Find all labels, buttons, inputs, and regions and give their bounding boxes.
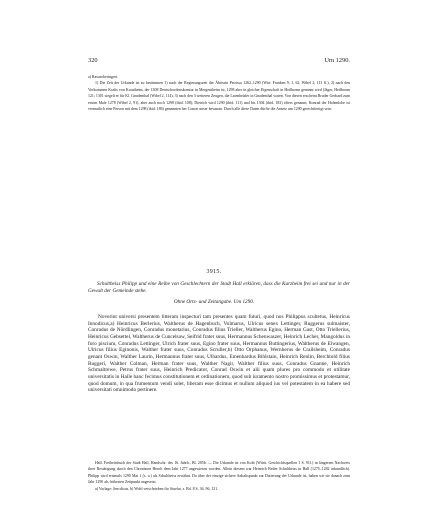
page-number: 320: [88, 57, 98, 64]
source-note: Hall. Freiheitsbuch der Stadt Hall, Handschr. des 16. Jahrh., Bl. 205b. — Die Urkunde ist von Koib (Württ. Geschichtsquellen 1 S. 91f.) in längerem Nachweis ihrer Bestätigung durch den Chronisten Herolt dem Jahr 1277 angewiesen worden. Allein diesem war Heinrich Beiler Schultheiss in Hall (1275–1282 urkundlich). Philipp wird erstmals 1290 Mai 1 (s. u.) als Schultheiss erwähnt. Da über der einzige sichere Anhaltspunkt zur Datierung der Urkunde ist, haben wir sie danach zum Jahr 1290 als frühesten Zeitpunkt angesetzt.: [88, 461, 350, 485]
footnote-rasur: a) Rasuroberingert.: [88, 75, 119, 79]
document-regest: Schultheiss Philipp und eine Reihe von Geschlechtern der Stadt Hall erklären, dass die Kurzheim frei sei und nur in der Gewalt der Gemeinde stehe.: [88, 281, 350, 294]
bottom-notes: [88, 460, 350, 492]
document-number: 3915.: [206, 269, 222, 275]
document-text: Noverint universi presentem litteram inspecturi tam presentes quam futuri, quod nos Philippus scultetus, Heinricus Innodicus,a) Heinricus Berlerius, Waltherus de Hagenbuch, Volmarus, Ulricus senex Lettinger, Ruggerus sulmaister, Conradus de Nördlingen, Conradus monetarius, Conradus filius Trieller, Waltherus Egino, Herman Gast, Otto Triellerius, Heinricus Gebsettel, Waltherus de Cuncelsaw, Seifrid frater suus, Hermannus Schenwaszer, Heinrich Lecher, Mangoldus in foro piscium, Conradus Lettinger, Ulrich frater suus, Egino frater suus, Hermannus Buttingerius, Waltherus de Elwangen, Ulricus filius Eginonis, Walther frater suus, Conradus Scruller,b) Otto Orphanus, Wernherus de Crailsheim, Conradus genant Oswin, Walther Laurin, Hermannus frater suus, Ulhardus, Emenhardus Bihlstain, Heinrich Renlin, Berchtold filius Ruggeri, Walther Colman, Herman frater suus, Walther Nagir, Walther filius suus, Conradus Gnanne, Heinrich Schmaltrewe, Petrus frater suus, Heinrich Predicator, Conrad Oswin et alii quam plures pro commodo et utilitate universitatis in Halle hanc fecimus constitutionem et ordinationem, quod sub iuramento nostro promissimus et protestamur, quod domum, in qua frumentum vendi solet, liberam esse dicimus et nullum aliquod ius vel potestatem in ea habere sed universitati omnimodo pertinere.: [88, 314, 350, 394]
top-footnotes: [88, 74, 350, 113]
footnote-dating: 1) Die Zeit der Urkunde ist zu bestimmen 1) nach der Regierungszeit der Äbtissin Petrissa 1262–1290 (Wirt. Franken 9, 1, 62, Wibel 2, 111 ff.); 2) nach den Vorkommen Krafts von Krautheim, der 1308 Deutschordenskomtur in Mergentheim ist, 1298 aber in gleicher Eigenschaft in Heilbronn genannt wird (Jäger, Heilbronn 121; 1301 siegelt er für Kl. Gnadenthal (Wibel 2, 114); 3) nach den 3 weiteren Zeugen, die Laienbrüder in Gnadenthal waren. Von diesen erscheint Bruder Gerhard zum ersten Male 1278 (Wibel 2, 91), aber auch noch 1298 (ibid. 108); Dietrich wird 1290 (ibid. 111) und bis 1304 (ibid. 183) öfters genannt; Konrad der Hohenlohe ist vermutlich eine Person mit dem 1298 (ibid. 186) genannten her Conrat unser bewman. Durch alle diese Daten dürfte die Ansetz um 1290 gerechtfertigt sein.: [88, 81, 350, 112]
page-header: [88, 57, 350, 67]
running-title: Um 1290.: [324, 57, 350, 64]
document-place-date: Ohne Orts- und Zeitangabe. Um 1290.: [173, 299, 255, 305]
variant-notes: a) Vorlage: Jencdicus. b) Wohl verschrieben für Stuelar, s. Bd. 8 S. 36, 96, 121.: [95, 486, 219, 491]
